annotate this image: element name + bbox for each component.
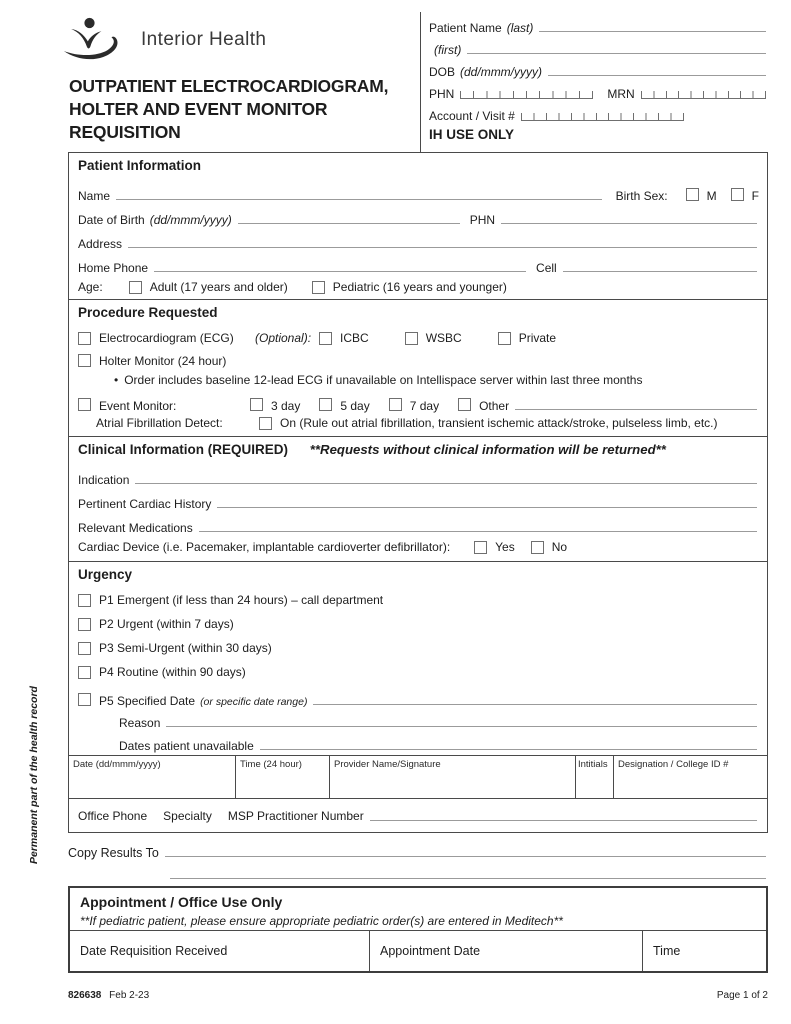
- dates-unavailable-label: Dates patient unavailable: [119, 739, 254, 753]
- ih-use-only-label: IH USE ONLY: [429, 127, 515, 142]
- afib-label: Atrial Fibrillation Detect:: [96, 416, 223, 430]
- holter-note: Order includes baseline 12-lead ECG if unavailable on Intellispace server within last three months: [124, 373, 643, 387]
- dob-row: [78, 203, 759, 227]
- page-footer: [68, 990, 768, 1001]
- msp-number-field[interactable]: [370, 820, 757, 821]
- female-label: F: [751, 189, 759, 203]
- medications-label: Relevant Medications: [78, 521, 193, 535]
- birth-sex-f-checkbox[interactable]: [731, 188, 744, 201]
- cardiac-device-label: Cardiac Device (i.e. Pacemaker, implantable cardioverter defibrillator):: [78, 540, 451, 554]
- appointment-pediatric-note: **If pediatric patient, please ensure appropriate pediatric order(s) are entered in Meditech**: [80, 914, 563, 928]
- afib-on-label: On (Rule out atrial fibrillation, transient ischemic attack/stroke, pulseless limb, etc.): [280, 416, 718, 430]
- patient-information-section: [69, 153, 767, 300]
- holter-row: [78, 350, 759, 371]
- icbc-label: ICBC: [340, 331, 369, 345]
- urgency-p5-row: [78, 684, 759, 708]
- title-line-3: REQUISITION: [69, 122, 181, 142]
- no-label: No: [551, 540, 568, 554]
- time-cell[interactable]: [236, 756, 330, 798]
- dates-unavailable-row: [78, 730, 759, 753]
- dates-unavailable-field[interactable]: [260, 749, 757, 750]
- urgency-p1-label: P1 Emergent (if less than 24 hours) – call department: [99, 593, 384, 607]
- reason-label: Reason: [119, 716, 161, 730]
- event-5day-checkbox[interactable]: [319, 398, 332, 411]
- brand-name: Interior Health: [141, 29, 267, 50]
- date-of-birth-hint: (dd/mmm/yyyy): [149, 213, 232, 227]
- brand: [62, 16, 266, 64]
- reason-row: [78, 708, 759, 730]
- form-number: 826638: [68, 990, 102, 1001]
- urgency-section: [69, 562, 767, 756]
- event-monitor-row: [78, 389, 759, 413]
- patient-information-heading: Patient Information: [78, 158, 202, 173]
- urgency-p4-label: P4 Routine (within 90 days): [99, 665, 246, 679]
- home-phone-field[interactable]: [154, 271, 526, 272]
- appointment-date-label: Appointment Date: [380, 944, 481, 958]
- provider-signature-cell[interactable]: [330, 756, 576, 798]
- urgency-p5-label: P5 Specified Date: [99, 694, 196, 708]
- private-label: Private: [518, 331, 557, 345]
- holter-label: Holter Monitor (24 hour): [99, 353, 227, 368]
- indication-label: Indication: [78, 473, 130, 487]
- appointment-heading: Appointment / Office Use Only: [80, 894, 283, 910]
- account-visit-comb-field[interactable]: [521, 111, 684, 121]
- urgency-heading: Urgency: [78, 567, 133, 582]
- dob-field[interactable]: [548, 75, 766, 76]
- copy-results-label: Copy Results To: [68, 846, 159, 860]
- age-adult-checkbox[interactable]: [129, 281, 142, 294]
- event-3day-label: 3 day: [271, 399, 301, 413]
- title-line-1: OUTPATIENT ELECTROCARDIOGRAM,: [69, 76, 389, 96]
- urgency-p3-label: P3 Semi-Urgent (within 30 days): [99, 641, 272, 655]
- mrn-label: MRN: [607, 87, 635, 101]
- cardiac-history-field[interactable]: [217, 507, 757, 508]
- private-checkbox[interactable]: [498, 332, 511, 345]
- event-7day-label: 7 day: [409, 399, 440, 413]
- date-cell[interactable]: [69, 756, 236, 798]
- event-other-checkbox[interactable]: [458, 398, 471, 411]
- cardiac-device-yes-checkbox[interactable]: [474, 541, 487, 554]
- address-row: [78, 227, 759, 251]
- medications-row: [78, 511, 759, 535]
- patient-first-name-field[interactable]: [467, 53, 766, 54]
- event-other-field[interactable]: [515, 409, 757, 410]
- urgency-p3-checkbox[interactable]: [78, 642, 91, 655]
- copy-results-row-1: [68, 838, 768, 860]
- home-phone-label: Home Phone: [78, 261, 149, 275]
- phn-label: PHN: [429, 87, 455, 101]
- date-requisition-received-label: Date Requisition Received: [80, 944, 228, 958]
- procedure-requested-section: [69, 300, 767, 437]
- optional-hint: (Optional):: [255, 331, 312, 345]
- procedure-heading: Procedure Requested: [78, 305, 218, 320]
- event-5day-label: 5 day: [340, 399, 370, 413]
- ecg-label: Electrocardiogram (ECG): [99, 331, 234, 345]
- ecg-checkbox[interactable]: [78, 332, 91, 345]
- copy-results-row-2: [68, 862, 768, 882]
- interior-health-logo-icon: [62, 16, 128, 64]
- event-7day-checkbox[interactable]: [389, 398, 402, 411]
- clinical-information-section: [69, 437, 767, 562]
- ih-use-only-block: [420, 12, 768, 152]
- event-monitor-label: Event Monitor:: [99, 399, 177, 413]
- initials-cell[interactable]: [576, 756, 614, 798]
- date-column-header: Date (dd/mmm/yyyy): [73, 759, 161, 770]
- name-row: [78, 179, 759, 203]
- event-3day-checkbox[interactable]: [250, 398, 263, 411]
- urgency-p5-hint: (or specific date range): [200, 696, 308, 708]
- yes-label: Yes: [495, 540, 515, 554]
- copy-results-field-line-1[interactable]: [165, 856, 766, 857]
- requisition-main-box: [68, 152, 768, 833]
- bullet-icon: [114, 373, 118, 387]
- urgency-p2-label: P2 Urgent (within 7 days): [99, 617, 234, 631]
- page-number: Page 1 of 2: [716, 990, 768, 1001]
- birth-sex-m-checkbox[interactable]: [686, 188, 699, 201]
- urgency-p4-checkbox[interactable]: [78, 666, 91, 679]
- cell-label: Cell: [536, 261, 557, 275]
- birth-sex-label: Birth Sex:: [615, 189, 668, 203]
- date-requisition-received-cell[interactable]: [70, 931, 370, 971]
- specialty-label: Specialty: [163, 809, 212, 823]
- designation-cell[interactable]: [614, 756, 767, 798]
- phn-inline-label: PHN: [469, 213, 496, 227]
- address-label: Address: [78, 237, 123, 251]
- medications-field[interactable]: [199, 531, 757, 532]
- designation-column-header: Designation / College ID #: [618, 759, 729, 770]
- cardiac-history-row: [78, 487, 759, 511]
- cardiac-history-label: Pertinent Cardiac History: [78, 497, 212, 511]
- p5-date-field[interactable]: [313, 704, 757, 705]
- cell-field[interactable]: [563, 271, 757, 272]
- appointment-time-label: Time: [653, 944, 681, 958]
- title-line-2: HOLTER AND EVENT MONITOR: [69, 99, 328, 119]
- urgency-p2-checkbox[interactable]: [78, 618, 91, 631]
- male-label: M: [706, 189, 717, 203]
- urgency-p4-row: [78, 660, 759, 684]
- patient-last-name-field[interactable]: [539, 31, 766, 32]
- last-name-hint: (last): [506, 21, 534, 35]
- holter-note-row: [78, 371, 759, 389]
- appointment-table-row: [70, 930, 766, 971]
- msp-label: MSP Practitioner Number: [227, 809, 364, 823]
- phn-comb-field[interactable]: [460, 89, 593, 99]
- clinical-warning: **Requests without clinical information will be returned**: [309, 442, 666, 457]
- cardiac-device-row: [78, 535, 759, 559]
- provider-signature-table: [69, 756, 767, 799]
- urgency-p1-row: [78, 588, 759, 612]
- office-phone-label: Office Phone: [78, 809, 148, 823]
- form-revision-date: Feb 2-23: [109, 990, 150, 1001]
- page-title: [69, 75, 388, 144]
- afib-on-checkbox[interactable]: [259, 417, 272, 430]
- event-other-label: Other: [479, 399, 510, 413]
- age-label: Age:: [78, 280, 103, 294]
- dob-format-hint: (dd/mmm/yyyy): [460, 65, 543, 79]
- urgency-p3-row: [78, 636, 759, 660]
- age-row: [78, 275, 759, 299]
- appointment-office-use-box: [68, 886, 768, 973]
- name-field[interactable]: [116, 199, 602, 200]
- wsbc-checkbox[interactable]: [405, 332, 418, 345]
- holter-checkbox[interactable]: [78, 354, 91, 367]
- phone-row: [78, 251, 759, 275]
- time-column-header: Time (24 hour): [240, 759, 302, 770]
- side-note: Permanent part of the health record: [28, 686, 40, 864]
- provider-column-header: Provider Name/Signature: [334, 759, 441, 770]
- initials-column-header: Intitials: [578, 759, 608, 770]
- mrn-comb-field[interactable]: [641, 89, 766, 99]
- form-number-group: [68, 990, 149, 1001]
- phn-field[interactable]: [501, 223, 757, 224]
- first-name-hint: (first): [434, 43, 462, 57]
- urgency-p2-row: [78, 612, 759, 636]
- copy-results-field-line-2[interactable]: [170, 878, 766, 879]
- urgency-p1-checkbox[interactable]: [78, 594, 91, 607]
- name-label: Name: [78, 189, 111, 203]
- afib-row: [78, 413, 759, 433]
- indication-field[interactable]: [135, 483, 757, 484]
- appointment-date-cell[interactable]: [370, 931, 643, 971]
- indication-row: [78, 463, 759, 487]
- age-adult-label: Adult (17 years and older): [149, 280, 288, 294]
- urgency-p5-checkbox[interactable]: [78, 693, 91, 706]
- ecg-row: [78, 326, 759, 350]
- patient-name-label: Patient Name: [429, 21, 502, 35]
- dob-label: DOB: [429, 65, 456, 79]
- date-of-birth-label: Date of Birth: [78, 213, 145, 227]
- cardiac-device-no-checkbox[interactable]: [531, 541, 544, 554]
- clinical-heading: Clinical Information (REQUIRED): [78, 442, 289, 457]
- event-monitor-checkbox[interactable]: [78, 398, 91, 411]
- appointment-time-cell[interactable]: [643, 931, 766, 971]
- clinical-heading-row: [78, 442, 759, 463]
- icbc-checkbox[interactable]: [319, 332, 332, 345]
- date-of-birth-field[interactable]: [238, 223, 460, 224]
- age-pediatric-label: Pediatric (16 years and younger): [332, 280, 507, 294]
- office-info-row: [69, 799, 767, 830]
- account-visit-label: Account / Visit #: [429, 109, 515, 123]
- address-field[interactable]: [128, 247, 757, 248]
- wsbc-label: WSBC: [425, 331, 462, 345]
- reason-field[interactable]: [166, 726, 757, 727]
- age-pediatric-checkbox[interactable]: [312, 281, 325, 294]
